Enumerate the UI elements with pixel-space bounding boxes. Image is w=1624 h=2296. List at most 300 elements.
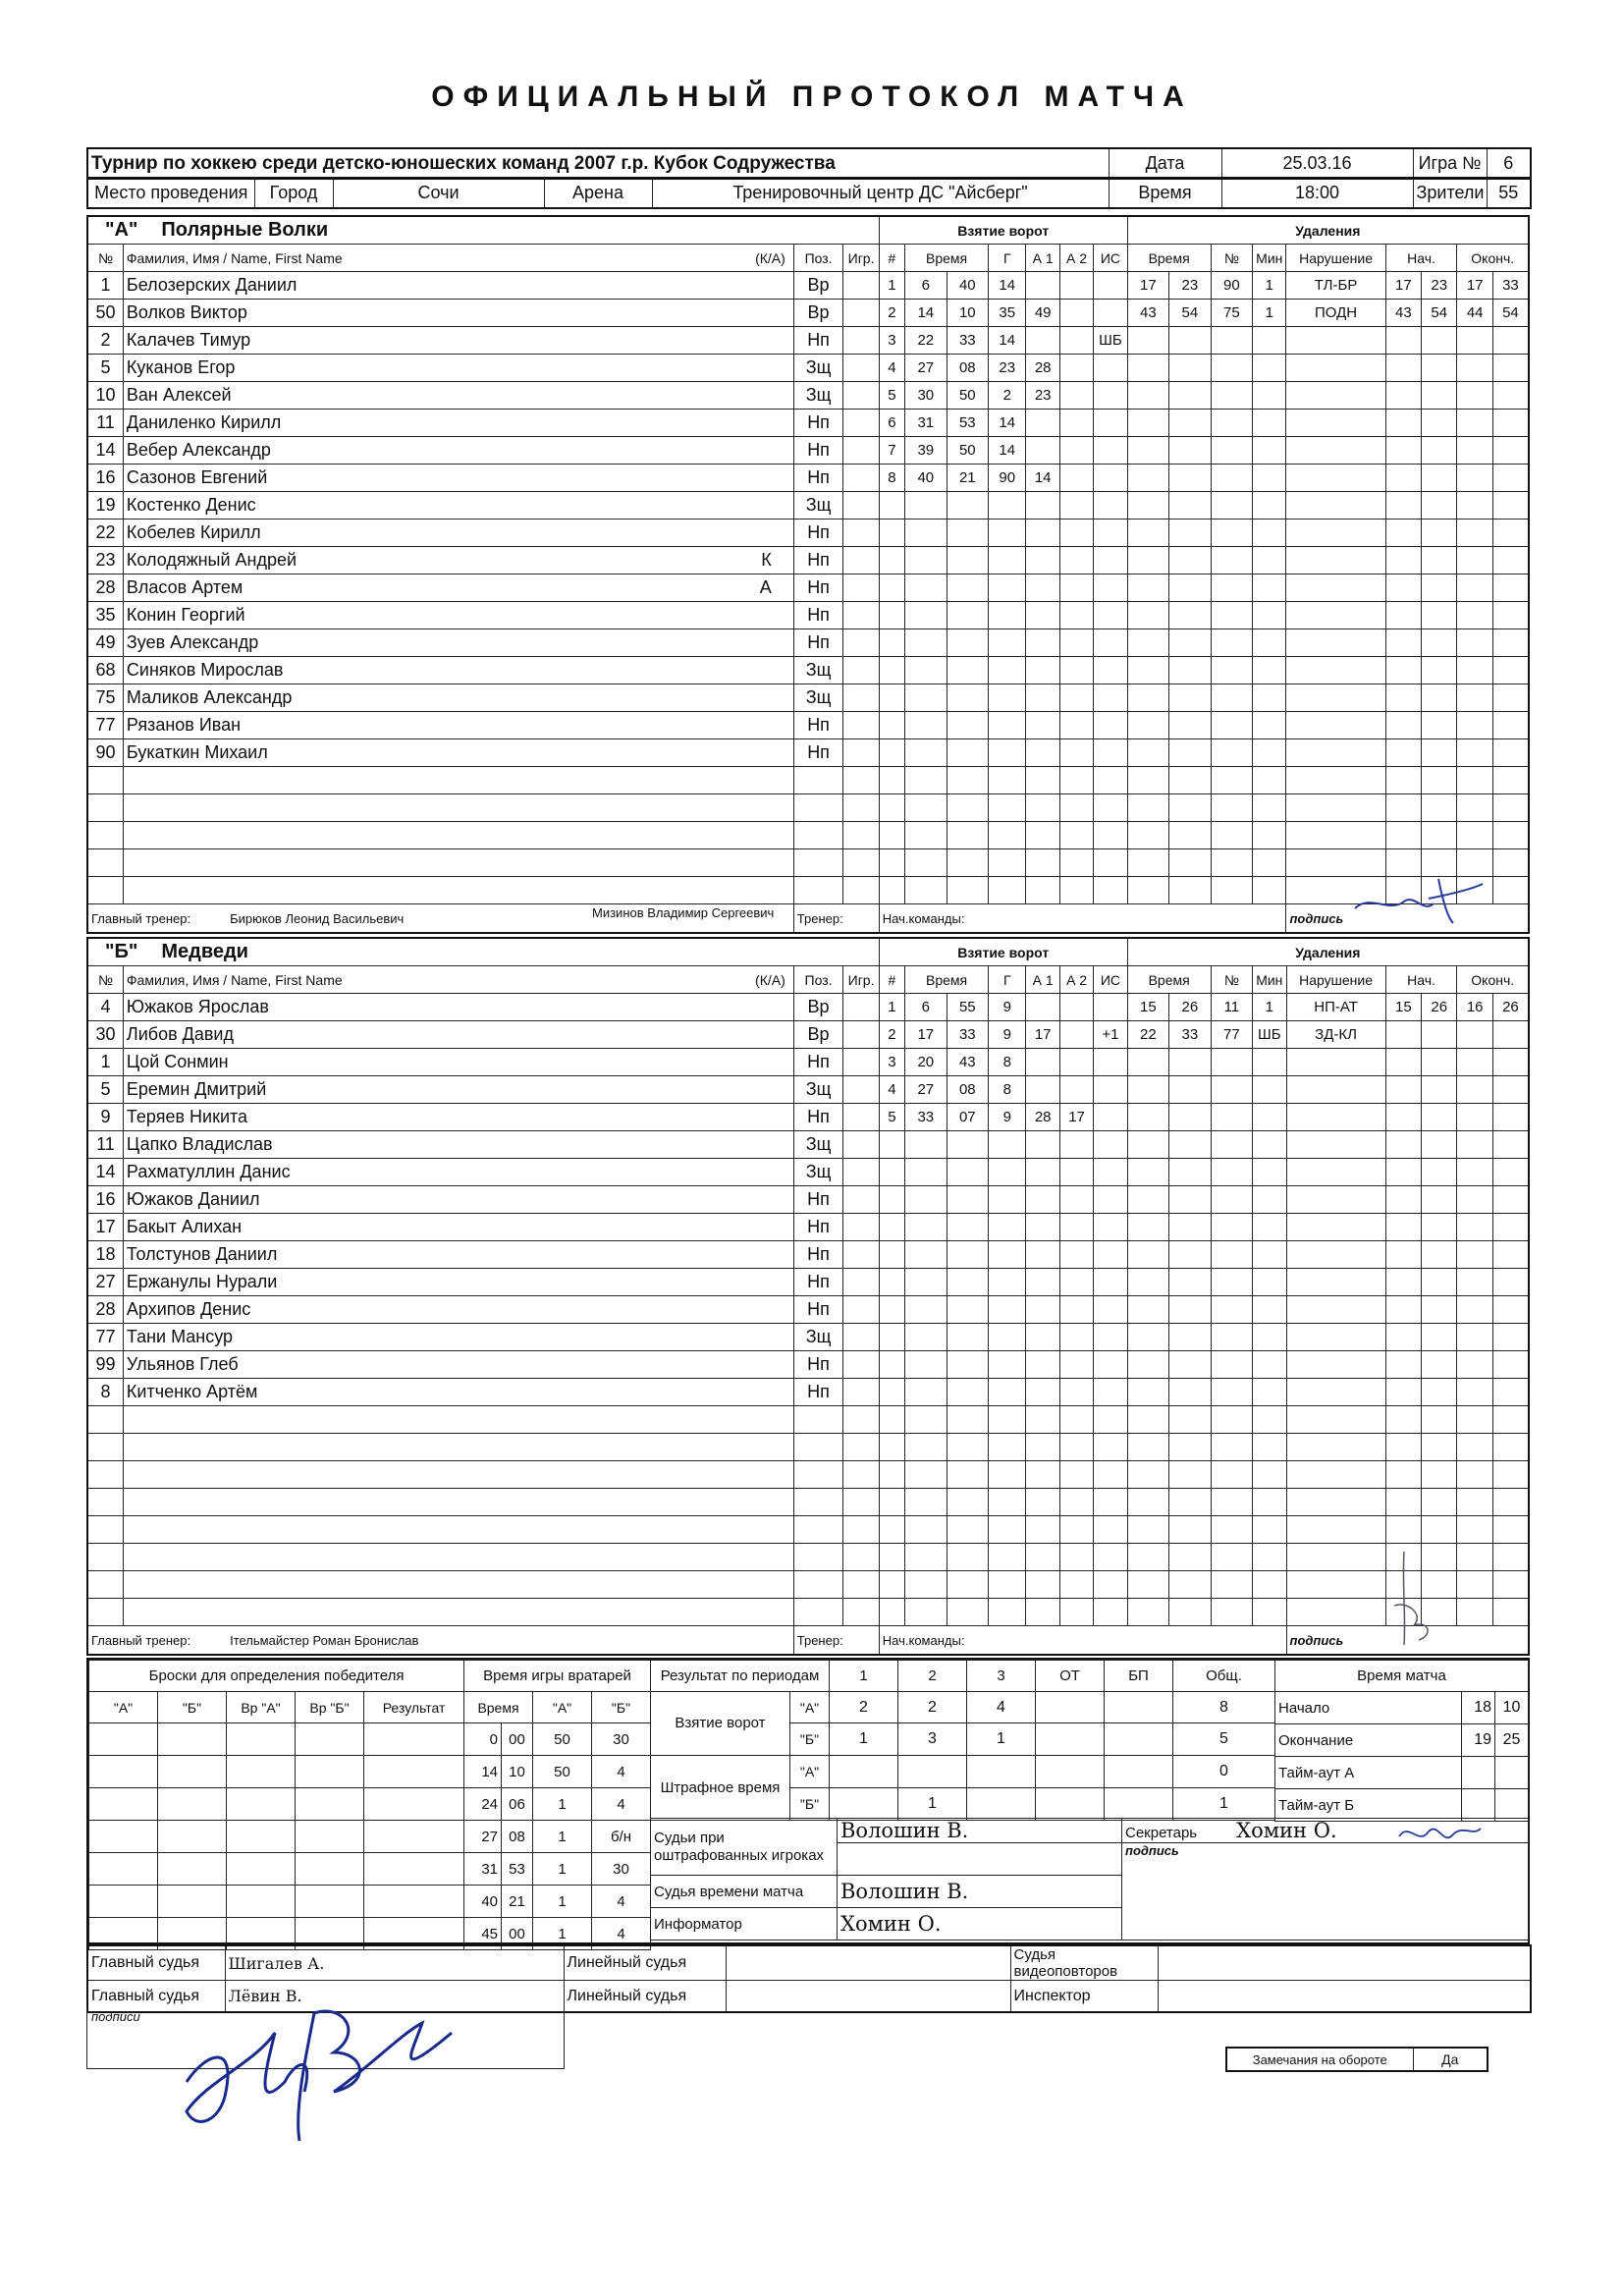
goal-a1	[1026, 1379, 1059, 1406]
penalty-ess	[1492, 1296, 1529, 1324]
goal-g	[989, 1131, 1026, 1159]
goal-n	[879, 684, 904, 712]
player-name-cell	[123, 1489, 793, 1516]
goal-is	[1094, 1489, 1127, 1516]
col-header-is: ИС	[1094, 245, 1127, 272]
penalty-ss	[1169, 547, 1211, 574]
penalty-min	[1253, 822, 1286, 849]
penalty-sm	[1385, 822, 1421, 849]
player-name: Ван Алексей	[126, 385, 232, 405]
penalty-min	[1253, 1571, 1286, 1599]
goal-n: 4	[879, 355, 904, 382]
player-played	[843, 1159, 879, 1186]
goal-a2	[1059, 437, 1093, 465]
goal-is	[1094, 739, 1127, 767]
penalty-ss	[1169, 1241, 1211, 1269]
penalty-v	[1286, 465, 1385, 492]
goal-is	[1094, 822, 1127, 849]
goal-a1	[1026, 657, 1059, 684]
player-played	[843, 300, 879, 327]
penalty-mm	[1127, 822, 1168, 849]
gk-b: 4	[592, 1886, 651, 1918]
player-row	[87, 1296, 1529, 1324]
shootout-cell	[364, 1723, 464, 1756]
goal-a2	[1059, 1599, 1093, 1626]
player-played	[843, 1049, 879, 1076]
player-name: Архипов Денис	[126, 1299, 251, 1319]
goal-is	[1094, 684, 1127, 712]
goal-a1	[1026, 602, 1059, 629]
goal-mm: 17	[905, 1021, 947, 1049]
goal-ss: 53	[947, 410, 988, 437]
col-header-no: №	[87, 966, 123, 994]
goal-n: 2	[879, 1021, 904, 1049]
col-header-end: Оконч.	[1457, 966, 1529, 994]
pim-label: Штрафное время	[651, 1756, 790, 1821]
penalty-em	[1457, 739, 1492, 767]
goal-ss	[947, 1544, 988, 1571]
penalty-em	[1457, 1214, 1492, 1241]
penalty-ess	[1492, 1214, 1529, 1241]
goal-ss: 50	[947, 382, 988, 410]
goal-a2	[1059, 767, 1093, 794]
goal-n	[879, 1159, 904, 1186]
penalty-sm: 17	[1385, 272, 1421, 300]
goal-is	[1094, 492, 1127, 519]
penalty-no	[1211, 1489, 1252, 1516]
penalty-no	[1211, 794, 1252, 822]
penalty-ess	[1492, 1461, 1529, 1489]
penalty-no	[1211, 1324, 1252, 1351]
goal-ss	[947, 1571, 988, 1599]
penalty-v	[1286, 1241, 1385, 1269]
penalty-ess	[1492, 410, 1529, 437]
goal-a2	[1059, 994, 1093, 1021]
goal-g	[989, 1434, 1026, 1461]
goal-n	[879, 1571, 904, 1599]
col-header-a1: А 1	[1026, 245, 1059, 272]
goal-a2	[1059, 1159, 1093, 1186]
goal-is: ШБ	[1094, 327, 1127, 355]
penalty-min	[1253, 1434, 1286, 1461]
player-position: Вр	[793, 272, 843, 300]
penalty-no	[1211, 629, 1252, 657]
player-name-cell	[123, 602, 793, 629]
penalty-ss	[1169, 1104, 1211, 1131]
penalty-min	[1253, 1159, 1286, 1186]
penalty-ss: 23	[1169, 272, 1211, 300]
penalty-no	[1211, 355, 1252, 382]
venue-label: Место проведения	[87, 178, 254, 208]
penalty-mm	[1127, 1241, 1168, 1269]
goal-a1	[1026, 877, 1059, 904]
player-row	[87, 492, 1529, 519]
player-number: 90	[87, 739, 123, 767]
player-name-cell	[123, 994, 793, 1021]
player-name-cell	[123, 300, 793, 327]
period-col: 3	[967, 1661, 1036, 1692]
secretary-signature-label: подпись	[1125, 1843, 1179, 1858]
player-position: Зщ	[793, 657, 843, 684]
penalty-sss	[1422, 1159, 1457, 1186]
goal-g: 90	[989, 465, 1026, 492]
player-number: 49	[87, 629, 123, 657]
penalty-v	[1286, 1351, 1385, 1379]
penalty-mm	[1127, 327, 1168, 355]
player-row	[87, 1351, 1529, 1379]
col-header-min: Мин	[1253, 966, 1286, 994]
penalty-sm	[1385, 547, 1421, 574]
penalty-em	[1457, 327, 1492, 355]
penalty-v	[1286, 1406, 1385, 1434]
player-position	[793, 849, 843, 877]
penalty-v	[1286, 1461, 1385, 1489]
player-name: Ержанулы Нурали	[126, 1272, 278, 1291]
match-time-table	[1274, 1660, 1529, 1822]
penalty-min	[1253, 574, 1286, 602]
player-row	[87, 767, 1529, 794]
goal-a2	[1059, 657, 1093, 684]
player-row	[87, 822, 1529, 849]
goal-a2	[1059, 1516, 1093, 1544]
goal-mm	[905, 794, 947, 822]
gk-sec: 53	[502, 1853, 533, 1886]
goal-mm	[905, 1351, 947, 1379]
shootout-cell	[89, 1723, 158, 1756]
player-name-cell	[123, 492, 793, 519]
player-position: Зщ	[793, 355, 843, 382]
goal-a1	[1026, 410, 1059, 437]
player-name-cell	[123, 1021, 793, 1049]
period-value: 1	[1173, 1788, 1275, 1821]
period-value: 1	[967, 1723, 1036, 1756]
penalty-mm	[1127, 657, 1168, 684]
player-played	[843, 739, 879, 767]
goal-ss	[947, 684, 988, 712]
penalty-sss	[1422, 465, 1457, 492]
penalty-em	[1457, 574, 1492, 602]
player-number: 28	[87, 574, 123, 602]
goal-n	[879, 712, 904, 739]
goal-ss	[947, 1489, 988, 1516]
goal-ss: 07	[947, 1104, 988, 1131]
player-number	[87, 849, 123, 877]
period-value: 3	[898, 1723, 967, 1756]
penalty-sss	[1422, 327, 1457, 355]
penalty-no: 75	[1211, 300, 1252, 327]
player-name: Сазонов Евгений	[126, 467, 268, 487]
goals-header: Взятие ворот	[879, 938, 1127, 966]
goal-a2	[1059, 327, 1093, 355]
goal-mm	[905, 1599, 947, 1626]
penalty-sss	[1422, 519, 1457, 547]
penalty-sm	[1385, 1049, 1421, 1076]
penalty-ss	[1169, 1214, 1211, 1241]
penalty-ess	[1492, 465, 1529, 492]
player-row	[87, 849, 1529, 877]
col-header-played: Игр.	[843, 245, 879, 272]
goal-g	[989, 1241, 1026, 1269]
goal-a1	[1026, 739, 1059, 767]
name-header: Фамилия, Имя / Name, First Name	[126, 971, 343, 988]
penalty-mm	[1127, 794, 1168, 822]
player-name: Зуев Александр	[126, 632, 259, 652]
col-header-start: Нач.	[1385, 245, 1457, 272]
player-played	[843, 1214, 879, 1241]
goal-ss	[947, 1351, 988, 1379]
col-header-name	[123, 245, 793, 272]
shootout-cell	[364, 1886, 464, 1918]
goal-mm	[905, 822, 947, 849]
shootout-cell	[364, 1788, 464, 1821]
period-value	[1105, 1788, 1173, 1821]
goal-is	[1094, 1159, 1127, 1186]
penalty-em	[1457, 822, 1492, 849]
goal-a2	[1059, 794, 1093, 822]
penalty-min	[1253, 1131, 1286, 1159]
goal-is	[1094, 1351, 1127, 1379]
player-row	[87, 519, 1529, 547]
goal-n	[879, 877, 904, 904]
goal-a1	[1026, 1269, 1059, 1296]
goal-mm: 39	[905, 437, 947, 465]
goal-mm	[905, 1379, 947, 1406]
player-row	[87, 574, 1529, 602]
penalty-no: 90	[1211, 272, 1252, 300]
goal-mm	[905, 1269, 947, 1296]
col-header-end: Оконч.	[1457, 245, 1529, 272]
goal-a2	[1059, 822, 1093, 849]
penalty-no	[1211, 1214, 1252, 1241]
penalty-sss	[1422, 1324, 1457, 1351]
head-coach-label: Главный тренер:	[91, 1632, 191, 1648]
player-row	[87, 355, 1529, 382]
shootout-cell	[227, 1821, 296, 1853]
penalty-sm	[1385, 739, 1421, 767]
penalty-ess: 54	[1492, 300, 1529, 327]
time-judge-label: Судья времени матча	[651, 1876, 838, 1908]
penalty-sss	[1422, 355, 1457, 382]
player-played	[843, 272, 879, 300]
player-played	[843, 437, 879, 465]
shootout-cell	[227, 1723, 296, 1756]
penalty-ess	[1492, 1599, 1529, 1626]
goal-a1: 49	[1026, 300, 1059, 327]
penalty-no	[1211, 849, 1252, 877]
penalty-mm	[1127, 1379, 1168, 1406]
penalty-no	[1211, 465, 1252, 492]
penalty-em	[1457, 410, 1492, 437]
penalty-ss	[1169, 382, 1211, 410]
penalty-v	[1286, 1434, 1385, 1461]
goal-a2	[1059, 1269, 1093, 1296]
penalty-v	[1286, 1049, 1385, 1076]
player-played	[843, 1324, 879, 1351]
goal-a2: 17	[1059, 1104, 1093, 1131]
goal-n	[879, 1131, 904, 1159]
penalty-em	[1457, 519, 1492, 547]
goal-g	[989, 1324, 1026, 1351]
penalty-sss	[1422, 1076, 1457, 1104]
goal-a2	[1059, 1571, 1093, 1599]
shootout-cell	[158, 1886, 227, 1918]
goal-a1	[1026, 712, 1059, 739]
player-row	[87, 877, 1529, 904]
gk-a: 1	[533, 1788, 592, 1821]
gk-min: 0	[464, 1723, 502, 1756]
goal-a1	[1026, 1516, 1059, 1544]
goal-a2	[1059, 1489, 1093, 1516]
penalty-no	[1211, 437, 1252, 465]
goal-ss	[947, 794, 988, 822]
penalty-mm	[1127, 1269, 1168, 1296]
penalty-ess	[1492, 1186, 1529, 1214]
goal-mm	[905, 1296, 947, 1324]
player-role: А	[759, 577, 772, 597]
player-played	[843, 629, 879, 657]
goal-a1	[1026, 1599, 1059, 1626]
col-header-violation: Нарушение	[1286, 245, 1385, 272]
goal-is	[1094, 1599, 1127, 1626]
player-name-cell	[123, 519, 793, 547]
player-position	[793, 767, 843, 794]
penalty-v	[1286, 574, 1385, 602]
goal-is	[1094, 1076, 1127, 1104]
penalty-sss	[1422, 382, 1457, 410]
player-name: Вебер Александр	[126, 440, 271, 460]
goal-is	[1094, 712, 1127, 739]
player-played	[843, 1599, 879, 1626]
goal-a2	[1059, 574, 1093, 602]
goal-n	[879, 574, 904, 602]
penalty-sm	[1385, 465, 1421, 492]
goal-is	[1094, 1296, 1127, 1324]
penalty-em	[1457, 1489, 1492, 1516]
penalty-ss	[1169, 712, 1211, 739]
player-position: Зщ	[793, 1131, 843, 1159]
player-position: Нп	[793, 629, 843, 657]
penalty-mm	[1127, 1351, 1168, 1379]
penalties-header: Удаления	[1127, 938, 1529, 966]
penalty-sss	[1422, 574, 1457, 602]
penalty-ss	[1169, 1324, 1211, 1351]
team-title: Медведи	[161, 941, 248, 962]
player-position	[793, 1489, 843, 1516]
period-value: 2	[830, 1692, 898, 1723]
col-header-is: ИС	[1094, 966, 1127, 994]
goal-g	[989, 1296, 1026, 1324]
penalty-ess	[1492, 327, 1529, 355]
goal-a2	[1059, 1296, 1093, 1324]
penalty-sm	[1385, 1214, 1421, 1241]
goal-is	[1094, 1214, 1127, 1241]
goal-a1	[1026, 1186, 1059, 1214]
goal-a1	[1026, 1076, 1059, 1104]
period-value	[830, 1788, 898, 1821]
goal-n: 1	[879, 994, 904, 1021]
start-label: Начало	[1275, 1692, 1462, 1724]
penalty-min	[1253, 1076, 1286, 1104]
penalty-no	[1211, 1351, 1252, 1379]
penalty-em	[1457, 382, 1492, 410]
goal-g	[989, 1406, 1026, 1434]
player-played	[843, 465, 879, 492]
player-number: 10	[87, 382, 123, 410]
penalty-ess	[1492, 712, 1529, 739]
period-col: БП	[1105, 1661, 1173, 1692]
penalty-sss	[1422, 822, 1457, 849]
team-title: Полярные Волки	[161, 219, 329, 241]
player-row	[87, 1159, 1529, 1186]
shootout-cell	[296, 1756, 364, 1788]
player-position: Нп	[793, 574, 843, 602]
team-b-signature	[1375, 1547, 1453, 1655]
penalty-ess	[1492, 519, 1529, 547]
penalty-v	[1286, 822, 1385, 849]
to-b-label: Тайм-аут Б	[1275, 1789, 1462, 1822]
player-name-cell	[123, 1599, 793, 1626]
player-name: Белозерских Даниил	[126, 275, 298, 295]
player-position	[793, 822, 843, 849]
goal-a1	[1026, 994, 1059, 1021]
penalty-ess	[1492, 1516, 1529, 1544]
col-header-violation: Нарушение	[1286, 966, 1385, 994]
col-header-name	[123, 966, 793, 994]
penalty-mm	[1127, 1104, 1168, 1131]
penalty-no	[1211, 877, 1252, 904]
penalty-ss	[1169, 574, 1211, 602]
shootout-cell	[296, 1723, 364, 1756]
player-position: Нп	[793, 437, 843, 465]
penalty-ss: 26	[1169, 994, 1211, 1021]
penalty-min	[1253, 465, 1286, 492]
gk-min: 14	[464, 1756, 502, 1788]
goal-g: 8	[989, 1049, 1026, 1076]
goal-n	[879, 1186, 904, 1214]
penalty-ess	[1492, 1076, 1529, 1104]
penalty-no	[1211, 519, 1252, 547]
goal-n: 3	[879, 1049, 904, 1076]
penalty-min	[1253, 519, 1286, 547]
player-name-cell	[123, 1296, 793, 1324]
penalty-sm	[1385, 519, 1421, 547]
player-position: Нп	[793, 1269, 843, 1296]
penalty-sss	[1422, 1434, 1457, 1461]
goal-is	[1094, 1241, 1127, 1269]
goal-a2	[1059, 1131, 1093, 1159]
penalty-no	[1211, 1186, 1252, 1214]
goal-g	[989, 629, 1026, 657]
goal-a1	[1026, 327, 1059, 355]
penalty-ess: 33	[1492, 272, 1529, 300]
goal-ss	[947, 1406, 988, 1434]
penalty-sm	[1385, 657, 1421, 684]
goal-ss	[947, 1516, 988, 1544]
penalty-ess	[1492, 1104, 1529, 1131]
penalty-min	[1253, 1461, 1286, 1489]
remarks-label: Замечания на обороте	[1226, 2048, 1413, 2071]
player-name-cell	[123, 877, 793, 904]
protocol-title: ОФИЦИАЛЬНЫЙ ПРОТОКОЛ МАТЧА	[431, 81, 1193, 113]
tournament-name: Турнир по хоккею среди детско-юношеских команд 2007 г.р. Кубок Содружества	[87, 148, 1109, 179]
player-name-cell	[123, 1131, 793, 1159]
period-value: 0	[1173, 1756, 1275, 1788]
team-a-signature	[1345, 864, 1492, 933]
penalty-v	[1286, 629, 1385, 657]
penalty-mm	[1127, 1599, 1168, 1626]
penalty-ess	[1492, 1021, 1529, 1049]
game-number-label: Игра №	[1413, 148, 1487, 179]
